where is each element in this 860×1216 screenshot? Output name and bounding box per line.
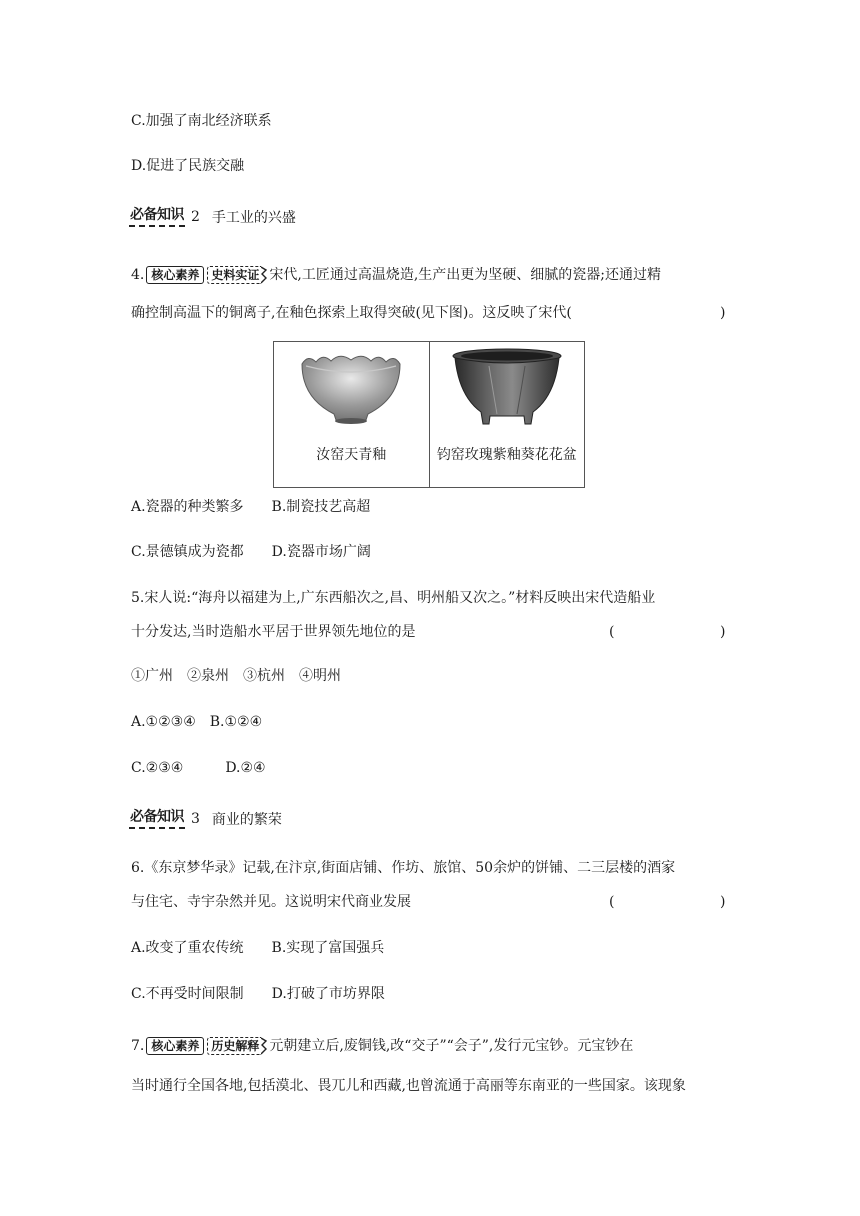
q6-options-ab: A.改变了重农传统 B.实现了富国强兵 bbox=[131, 940, 385, 956]
q3-option-c: C.加强了南北经济联系 bbox=[131, 113, 272, 129]
ru-ware-bowl-image bbox=[296, 350, 406, 430]
q5-choices: ①广州 ②泉州 ③杭州 ④明州 bbox=[131, 668, 341, 684]
q5-options-ab: A.①②③④ B.①②④ bbox=[131, 714, 263, 730]
q4-stem-line1 bbox=[131, 265, 661, 285]
q5-paren-open: ( bbox=[609, 624, 615, 640]
section-title: 商业的繁荣 bbox=[211, 811, 282, 828]
q6-options-cd: C.不再受时间限制 D.打破了市坊界限 bbox=[131, 986, 385, 1002]
q5-options-cd: C.②③④ D.②④ bbox=[131, 760, 266, 776]
q4-options-cd: C.景德镇成为瓷都 D.瓷器市场广阔 bbox=[131, 544, 371, 560]
q4-answer-paren: ) bbox=[720, 305, 726, 321]
core-literacy-badge bbox=[146, 266, 267, 284]
badge-type: 史料实证 bbox=[207, 266, 261, 284]
badge-tail-icon bbox=[261, 266, 267, 284]
section-heading-2 bbox=[129, 206, 296, 227]
q7-text-1: 元朝建立后,废铜钱,改“交子”“会子”,发行元宝钞。元宝钞在 bbox=[269, 1038, 634, 1054]
q5-stem-line2: 十分发达,当时造船水平居于世界领先地位的是 bbox=[131, 624, 416, 640]
q7-stem-line2: 当时通行全国各地,包括漠北、畏兀儿和西藏,也曾流通于高丽等东南亚的一些国家。该现象 bbox=[131, 1078, 686, 1094]
q6-paren-close: ) bbox=[720, 894, 726, 910]
section-number: 2 bbox=[191, 208, 200, 225]
q3-option-d: D.促进了民族交融 bbox=[131, 158, 245, 174]
question-number: 4. bbox=[131, 267, 145, 283]
image-caption-1: 汝窑天青釉 bbox=[316, 447, 387, 463]
image-caption-2: 钧窑玫瑰紫釉葵花花盆 bbox=[436, 447, 577, 463]
image-cell-1 bbox=[274, 342, 429, 487]
core-literacy-badge bbox=[146, 1037, 267, 1055]
q4-options-ab: A.瓷器的种类繁多 B.制瓷技艺高超 bbox=[131, 499, 371, 515]
question-number: 7. bbox=[131, 1038, 145, 1054]
jun-ware-flowerpot-image bbox=[447, 346, 567, 430]
q6-stem-line1: 6.《东京梦华录》记载,在汴京,街面店铺、作坊、旅馆、50余炉的饼铺、二三层楼的酒家 bbox=[131, 860, 676, 876]
section-title: 手工业的兴盛 bbox=[211, 209, 296, 226]
required-knowledge-tag: 必备知识 bbox=[129, 206, 185, 227]
image-cell-2 bbox=[429, 342, 585, 487]
porcelain-image-table bbox=[273, 341, 585, 488]
badge-tail-icon bbox=[261, 1037, 267, 1055]
section-heading-3 bbox=[129, 808, 282, 829]
badge-core: 核心素养 bbox=[146, 266, 204, 284]
q6-paren-open: ( bbox=[609, 894, 615, 910]
q6-stem-line2: 与住宅、寺宇杂然并见。这说明宋代商业发展 bbox=[131, 894, 411, 910]
q5-stem-line1: 5.宋人说:“海舟以福建为上,广东西船次之,昌、明州船又次之。”材料反映出宋代造船业 bbox=[131, 590, 656, 606]
q7-stem-line1 bbox=[131, 1036, 633, 1056]
required-knowledge-tag: 必备知识 bbox=[129, 808, 185, 829]
q4-stem-line2: 确控制高温下的铜离子,在釉色探索上取得突破(见下图)。这反映了宋代( bbox=[131, 305, 572, 321]
badge-type: 历史解释 bbox=[207, 1037, 261, 1055]
section-number: 3 bbox=[191, 810, 200, 827]
badge-core: 核心素养 bbox=[146, 1037, 204, 1055]
q5-paren-close: ) bbox=[720, 624, 726, 640]
q4-text-1: 宋代,工匠通过高温烧造,生产出更为坚硬、细腻的瓷器;还通过精 bbox=[269, 267, 662, 283]
